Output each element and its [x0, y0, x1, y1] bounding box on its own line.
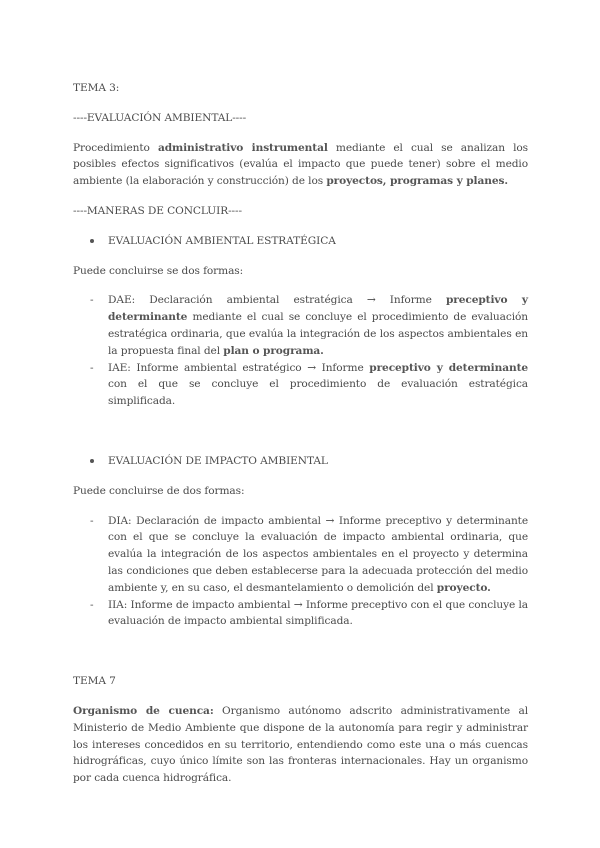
spacer: [73, 423, 528, 453]
list-item-iae: [73, 360, 528, 410]
bullet-strategic-label: EVALUACIÓN AMBIENTAL ESTRATÉGICA: [108, 234, 336, 247]
list-item-dia: [73, 513, 528, 597]
intro-paragraph: [73, 140, 528, 190]
dash-mark: -: [90, 598, 94, 611]
dae-bold-2: plan o programa.: [223, 344, 324, 357]
dae-text-2: mediante el cual se concluye el procedimiento de evaluación estratégica ordinaria, que evalúa la integración de los aspectos ambientales en la propuesta final del: [108, 311, 528, 357]
ways-heading: ----MANERAS DE CONCLUIR----: [73, 204, 242, 217]
strategic-lead: Puede concluirse se dos formas:: [73, 264, 244, 277]
tema7-title: TEMA 7: [73, 675, 116, 688]
strategic-list: [73, 292, 528, 410]
dash-mark: -: [90, 294, 94, 307]
dia-bold-1: proyecto.: [436, 581, 491, 594]
list-item-dae: [73, 292, 528, 359]
iae-bold-1: preceptivo y determinante: [369, 361, 529, 374]
dash-mark: -: [90, 361, 94, 374]
tema3-title: TEMA 3:: [73, 82, 120, 94]
bullet-dot-icon: [90, 459, 94, 463]
organismo-paragraph: [73, 703, 528, 787]
intro-text-1: Procedimiento: [73, 141, 158, 154]
section-evaluacion-ambiental: ----EVALUACIÓN AMBIENTAL----: [73, 111, 247, 124]
bullet-impact-label: EVALUACIÓN DE IMPACTO AMBIENTAL: [108, 454, 328, 467]
bullet-strategic: [73, 233, 528, 250]
dash-mark: -: [90, 514, 94, 527]
impact-list: [73, 513, 528, 631]
dae-bold-1: preceptivo y determinante: [108, 294, 528, 324]
intro-text-2: mediante el cual se analizan los posibles efectos significativos (evalúa el impacto que puede tener) sobre el medio ambiente (la elaboración y construcción) de los: [73, 141, 528, 188]
impact-lead: Puede concluirse de dos formas:: [73, 484, 245, 497]
organismo-definition: Organismo autónomo adscrito administrativamente al Ministerio de Medio Ambiente que dispone de la autonomía para regir y administrar los intereses concedidos en su territorio, entendiendo como este una o más cuencas hidrográficas, cuyo único límite son las fronteras internacionales. Hay un organismo por cada cuenca hidrográfica.: [73, 704, 528, 785]
iae-text-1: IAE: Informe ambiental estratégico → Informe: [108, 361, 370, 374]
bullet-dot-icon: [90, 239, 94, 243]
spacer: [73, 643, 528, 673]
document-body: [73, 80, 528, 800]
intro-bold-1: administrativo instrumental: [157, 141, 328, 154]
dia-text-1: DIA: Declaración de impacto ambiental → Informe preceptivo y determinante con el que se concluye la evaluación de impacto ambiental ordinaria, que evalúa la integración de los aspectos ambientales en el proyecto y determina las condiciones que deben establecerse para la adecuada protección del medio ambiente y, en su caso, el desmantelamiento o demolición del: [108, 514, 528, 594]
organismo-term: Organismo de cuenca:: [73, 704, 214, 717]
intro-bold-2: proyectos, programas y planes.: [326, 175, 508, 188]
iia-text-1: IIA: Informe de impacto ambiental → Informe preceptivo con el que concluye la evaluación de impacto ambiental simplificada.: [108, 598, 528, 628]
iae-text-2: con el que se concluye el procedimiento de evaluación estratégica simplificada.: [108, 378, 528, 408]
bullet-impact: [73, 453, 528, 470]
dae-text-1: DAE: Declaración ambiental estratégica → Informe: [108, 294, 446, 307]
list-item-iia: [73, 597, 528, 631]
